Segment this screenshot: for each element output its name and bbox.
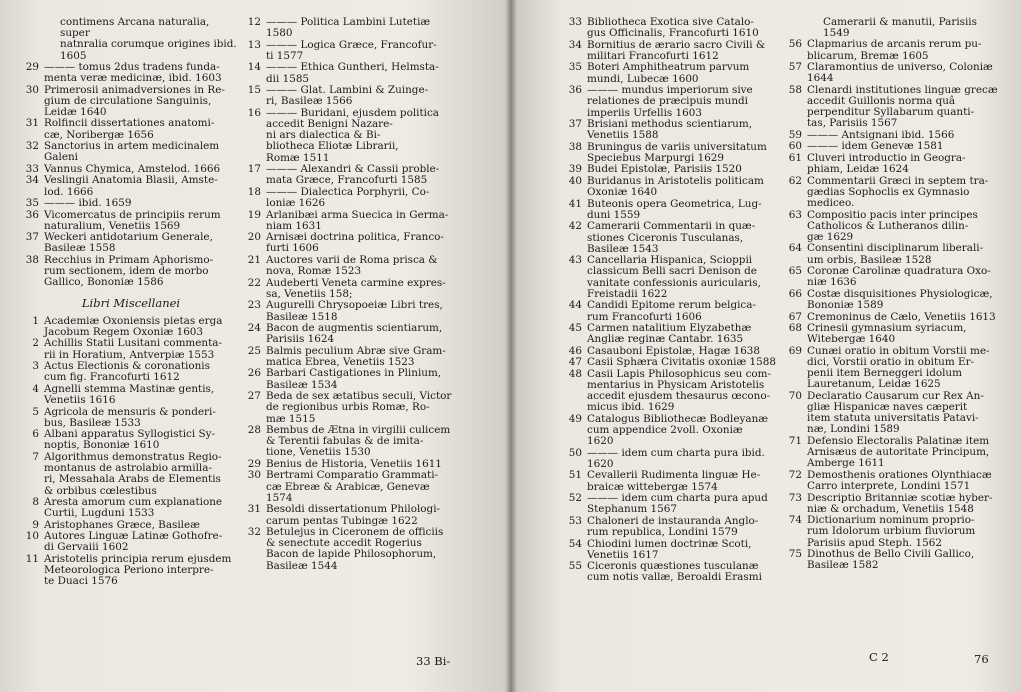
entry-text: Chaloneri de instauranda Anglo- rum republica, Londini 1579 — [587, 514, 759, 539]
entry-text: Benius de Historia, Venetiis 1611 — [266, 457, 442, 470]
catalog-entry — [785, 515, 1005, 549]
catalog-entry — [565, 470, 777, 492]
entry-text: Descriptio Britanniæ scotiæ hyber- niæ & orchadum, Venetiis 1548 — [807, 491, 993, 515]
page-number: 76 — [974, 652, 989, 666]
entry-text: Camerarii Commentarii in quæ- stiones Ciceronis Tusculanas, Basileæ 1543 — [587, 220, 756, 255]
entry-list — [565, 17, 777, 584]
entry-number: 75 — [788, 548, 802, 561]
entry-text: Buteonis opera Geometrica, Lug- duni 1559 — [587, 197, 762, 221]
catalog-entry — [244, 278, 466, 300]
entry-number: 1 — [32, 314, 39, 327]
entry-number: 14 — [247, 61, 261, 74]
catalog-entry — [565, 493, 777, 515]
entry-text: Betulejus in Ciceronem de officiis & senectute accedit Rogerius Bacon de lapide Philosophorum, Basileæ 1544 — [266, 526, 444, 572]
entry-text: ——— Politica Lambini Lutetiæ 1580 — [266, 16, 431, 40]
catalog-entry — [565, 539, 777, 561]
entry-list — [785, 39, 1005, 571]
entry-text: Aristophanes Græce, Basileæ — [44, 518, 200, 531]
entry-number: 64 — [788, 242, 802, 255]
entry-text: Casii Lapis Philosophicus seu com- mentarius in Physicam Aristotelis accedit ejusdem thesaurus œcono- micus ibid. 1629 — [587, 367, 772, 414]
catalog-entry — [22, 141, 240, 163]
catalog-entry — [22, 232, 240, 254]
entry-number: 18 — [247, 185, 261, 198]
entry-list — [22, 316, 240, 588]
entry-number: 9 — [32, 518, 39, 531]
catalog-entry — [785, 549, 1005, 571]
catalog-entry — [785, 436, 1005, 470]
entry-text: Compositio pacis inter principes Catholicos & Lutheranos dilin- gæ 1629 — [807, 208, 978, 243]
continuation-text: Camerarii & manutii, Parisiis 1549 — [823, 16, 977, 40]
entry-number: 10 — [25, 530, 39, 543]
catalog-entry — [244, 255, 466, 277]
entry-text: Cunæi oratio in obitum Vorstii me- dici, Vorstii oratio in obitum Er- penii item Berneggeri idolum Lauretanum, Leidæ 1625 — [807, 344, 990, 391]
entry-number: 48 — [568, 367, 582, 380]
entry-number: 3 — [32, 360, 39, 373]
catalog-entry — [565, 357, 777, 368]
right-column-1 — [565, 17, 777, 584]
entry-text: Clapmarius de arcanis rerum pu- blicarum, Bremæ 1605 — [807, 38, 982, 62]
entry-text: Vicomercatus de principiis rerum naturalium, Venetiis 1569 — [44, 208, 221, 232]
catalog-entry — [565, 414, 777, 448]
catalog-entry — [244, 40, 466, 62]
catalog-entry — [244, 85, 466, 107]
entry-number: 52 — [568, 492, 582, 505]
entry-text: ——— idem cum charta pura apud Stephanum 1567 — [587, 492, 768, 516]
catalog-entry — [22, 198, 240, 209]
entry-text: Bruningus de variis universitatum Speciebus Marpurgi 1629 — [587, 140, 767, 164]
entry-text: Claramontius de universo, Coloniæ 1644 — [807, 61, 993, 85]
entry-number: 30 — [247, 469, 261, 482]
entry-text: ——— Logica Græce, Francofur- ti 1577 — [266, 38, 437, 62]
catalog-entry — [22, 85, 240, 119]
entry-text: ——— Alexandri & Cassii proble- mata Græce, Francofurti 1585 — [266, 163, 440, 187]
catalog-entry — [785, 493, 1005, 515]
entry-number: 7 — [32, 450, 39, 463]
catalog-entry — [22, 255, 240, 289]
entry-text: Bacon de augmentis scientiarum, Parisiis 1624 — [266, 322, 443, 346]
catalog-entry — [565, 62, 777, 84]
entry-text: Carmen natalitium Elyzabethæ Angliæ reginæ Cantabr. 1635 — [587, 322, 752, 346]
entry-number: 74 — [788, 514, 802, 527]
catalog-entry — [565, 199, 777, 221]
entry-number: 56 — [788, 38, 802, 51]
catalog-entry — [565, 448, 777, 470]
entry-text: Cremoninus de Cælo, Venetiis 1613 — [807, 310, 996, 323]
catalog-entry — [22, 497, 240, 519]
entry-text: Cancellaria Hispanica, Scioppii classicum Belli sacri Denison de vanitate confessionis auricularis, Freistadii 1622 — [587, 254, 761, 300]
entry-text: Arnisæi doctrina politica, Franco- furti 1606 — [266, 231, 444, 255]
entry-number: 54 — [568, 537, 582, 550]
entry-number: 22 — [247, 276, 261, 289]
catalog-entry — [22, 384, 240, 406]
entry-number: 49 — [568, 412, 582, 425]
entry-number: 25 — [247, 344, 261, 357]
right-page — [511, 0, 1022, 692]
entry-text: ——— mundus imperiorum sive relationes de præcipuis mundi imperiis Urfellis 1603 — [587, 84, 753, 119]
entry-text: Recchius in Primam Aphorismo- rum sectionem, idem de morbo Gallico, Bononiæ 1586 — [44, 253, 214, 289]
catalog-entry — [785, 39, 1005, 61]
catalog-entry — [244, 210, 466, 232]
entry-number: 55 — [568, 560, 582, 573]
entry-number: 41 — [568, 197, 582, 210]
entry-number: 27 — [247, 390, 261, 403]
catalog-entry — [565, 40, 777, 62]
entry-number: 72 — [788, 468, 802, 481]
entry-number: 51 — [568, 469, 582, 482]
entry-text: ——— ibid. 1659 — [44, 197, 132, 210]
entry-number: 68 — [788, 322, 802, 335]
entry-number: 50 — [568, 446, 582, 459]
entry-text: Algorithmus demonstratus Regio- montanus de astrolabio armilla- ri, Messahala Arabs de Elementis & orbibus cœlestibus — [44, 450, 222, 497]
entry-text: Casauboni Epistolæ, Hagæ 1638 — [587, 344, 761, 357]
entry-text: Boteri Amphitheatrum parvum mundi, Lubecæ 1600 — [587, 61, 750, 85]
catalog-entry — [244, 504, 466, 526]
catalog-entry — [565, 516, 777, 538]
continuation-text: contimens Arcana naturalia, super natnralia corumque origines ibid. 1605 — [60, 16, 237, 62]
entry-number: 16 — [247, 106, 261, 119]
right-column-2 — [785, 17, 1005, 572]
entry-number: 43 — [568, 254, 582, 267]
section-title: Libri Miscellanei — [81, 295, 181, 310]
catalog-entry — [244, 17, 466, 39]
entry-text: Albani apparatus Syllogistici Sy- noptis, Bononiæ 1610 — [44, 428, 215, 452]
catalog-entry — [785, 289, 1005, 311]
entry-text: Bornitius de ærario sacro Civili & militari Francofurti 1612 — [587, 38, 766, 62]
entry-text: Vannus Chymica, Amstelod. 1666 — [44, 162, 221, 175]
entry-text: Dictionarium nominum proprio- rum Idolorum urbium fluviorum Parisiis apud Steph. 1562 — [807, 514, 976, 549]
entry-text: Weckeri antidotarium Generale, Basileæ 1558 — [44, 231, 213, 255]
entry-number: 31 — [247, 503, 261, 516]
entry-number: 73 — [788, 491, 802, 504]
entry-text: ——— tomus 2dus tradens funda- menta veræ medicinæ, ibid. 1603 — [44, 60, 222, 85]
entry-number: 6 — [32, 428, 39, 441]
entry-number: 71 — [788, 434, 802, 447]
entry-number: 62 — [788, 174, 802, 187]
catalog-entry — [785, 243, 1005, 265]
entry-text: Commentarii Græci in septem tra- gædias Sophoclis ex Gymnasio mediceo. — [807, 174, 989, 210]
entry-number: 40 — [568, 174, 582, 187]
catchword: 33 Bi- — [416, 654, 451, 668]
entry-number: 47 — [568, 356, 582, 369]
entry-text: Costæ disquisitiones Physiologicæ, Bononiæ 1589 — [807, 287, 993, 312]
catalog-entry — [565, 300, 777, 322]
entry-number: 58 — [788, 83, 802, 96]
entry-text: Veslingii Anatomia Blasii, Amste- lod. 1666 — [44, 174, 218, 198]
entry-number: 21 — [247, 253, 261, 266]
entry-number: 12 — [247, 16, 261, 28]
entry-text: Barbari Castigationes in Plinium, Basileæ 1534 — [266, 367, 442, 391]
entry-text: Rolfincii dissertationes anatomi- cæ, Noribergæ 1656 — [44, 117, 215, 141]
entry-text: Catalogus Bibliothecæ Bodleyanæ cum appendice 2voll. Oxoniæ 1620 — [587, 412, 769, 448]
catalog-entry — [785, 391, 1005, 436]
entry-text: Casii Sphæra Civitatis oxoniæ 1588 — [587, 356, 776, 369]
entry-text: ——— idem Genevæ 1581 — [807, 140, 944, 153]
entry-number: 17 — [247, 163, 261, 176]
entry-text: Demosthenis orationes Olynthiacæ Carro interprete, Londini 1571 — [807, 468, 992, 493]
catalog-entry — [244, 108, 466, 164]
catalog-entry — [22, 316, 240, 338]
left-column-1 — [22, 17, 240, 588]
left-column-2 — [244, 17, 466, 572]
entry-text: Autores Linguæ Latinæ Gothofre- di Gervaiii 1602 — [44, 530, 223, 554]
entry-text: Audeberti Veneta carmine expres- sa, Venetiis 158; — [266, 276, 446, 300]
entry-text: Agricola de mensuris & ponderi- bus, Basileæ 1533 — [44, 405, 216, 429]
entry-number: 35 — [568, 61, 582, 74]
entry-number: 32 — [25, 140, 39, 153]
entry-text: Budei Epistolæ, Parisiis 1520 — [587, 163, 742, 176]
entry-number: 69 — [788, 344, 802, 357]
entry-text: Academiæ Oxoniensis pietas erga Jacobum Regem Oxoniæ 1603 — [44, 314, 223, 338]
catalog-entry — [785, 266, 1005, 288]
entry-text: Auctores varii de Roma prisca & nova, Romæ 1523 — [266, 253, 438, 278]
entry-number: 65 — [788, 265, 802, 278]
entry-number: 2 — [32, 337, 39, 350]
catalog-entry — [244, 391, 466, 425]
entry-text: ——— idem cum charta pura ibid. 1620 — [587, 446, 765, 470]
catalog-entry — [785, 141, 1005, 152]
entry-text: Dinothus de Bello Civili Gallico, Basileæ 1582 — [807, 548, 975, 572]
entry-list — [244, 17, 466, 572]
catalog-entry — [244, 62, 466, 84]
entry-text: Augurelli Chrysopoeiæ Libri tres, Basileæ 1518 — [266, 299, 443, 323]
catalog-entry — [565, 369, 777, 414]
entry-number: 60 — [788, 140, 802, 153]
entry-text: Consentini disciplinarum liberali- um orbis, Basileæ 1528 — [807, 242, 984, 266]
catalog-entry — [565, 164, 777, 175]
catalog-entry — [565, 176, 777, 198]
catalog-entry — [22, 429, 240, 451]
entry-number: 4 — [32, 382, 39, 395]
entry-text: Aristotelis principia rerum ejusdem Meteorologica Periono interpre- te Duaci 1576 — [44, 552, 232, 588]
entry-text: Coronæ Carolinæ quadratura Oxo- niæ 1636 — [807, 265, 991, 289]
catalog-entry — [565, 561, 777, 583]
catalog-entry — [244, 425, 466, 459]
catalog-entry — [565, 221, 777, 255]
catalog-entry — [22, 118, 240, 140]
entry-number: 38 — [25, 253, 39, 266]
entry-text: Bibliotheca Exotica sive Catalo- gus Officinalis, Francofurti 1610 — [587, 16, 759, 40]
entry-list — [22, 62, 240, 289]
entry-text: Primerosii animadversiones in Re- gium de circulatione Sanguinis, Leidæ 1640 — [44, 83, 225, 118]
catalog-entry — [22, 407, 240, 429]
entry-text: Achillis Statii Lusitani commenta- rii in Horatium, Antverpiæ 1553 — [44, 337, 222, 361]
entry-text: ——— Ethica Guntheri, Helmsta- dii 1585 — [266, 61, 439, 85]
entry-text: Clenardi institutiones linguæ grecæ accedit Guillonis norma quâ perpenditur Syllabarum quanti- tas, Parisiis 1567 — [807, 83, 998, 130]
catalog-entry — [22, 554, 240, 588]
entry-number: 11 — [25, 552, 39, 565]
entry-text: Crinesii gymnasium syriacum, Witebergæ 1640 — [807, 322, 967, 346]
catalog-entry — [244, 232, 466, 254]
entry-number: 36 — [568, 84, 582, 97]
entry-number: 38 — [568, 140, 582, 153]
entry-number: 66 — [788, 287, 802, 300]
catalog-entry — [244, 346, 466, 368]
entry-number: 36 — [25, 208, 39, 221]
entry-text: Cluveri introductio in Geogra- phiam, Leidæ 1624 — [807, 151, 966, 176]
catalog-entry — [785, 470, 1005, 492]
catalog-entry — [22, 175, 240, 197]
entry-text: Cevallerii Rudimenta linguæ He- braicæ wittebergæ 1574 — [587, 469, 761, 493]
entry-text: Bembus de Ætna in virgilii culicem & Terentii fabulas & de imita- tione, Venetiis 1530 — [266, 424, 451, 459]
catalog-entry — [244, 187, 466, 209]
entry-number: 53 — [568, 514, 582, 527]
catalog-entry — [785, 346, 1005, 391]
entry-number: 61 — [788, 151, 802, 164]
entry-number: 37 — [568, 118, 582, 131]
catalog-entry — [244, 368, 466, 390]
entry-text: ——— Buridani, ejusdem politica accedit Benigni Nazare- ni ars dialectica & Bi- bliotheca Eliotæ Librarii, Romæ 1511 — [266, 106, 439, 164]
entry-number: 32 — [247, 526, 261, 539]
entry-number: 35 — [25, 197, 39, 210]
entry-number: 45 — [568, 322, 582, 335]
catalog-entry — [565, 85, 777, 119]
catalog-entry — [565, 119, 777, 141]
entry-number: 67 — [788, 310, 802, 323]
catalog-entry — [22, 62, 240, 84]
catalog-entry — [565, 323, 777, 345]
catalog-entry — [244, 470, 466, 504]
catalog-entry — [244, 164, 466, 186]
catalog-entry — [785, 153, 1005, 175]
catalog-entry — [22, 338, 240, 360]
entry-text: Chiodini lumen doctrinæ Scoti, Venetiis 1617 — [587, 537, 752, 561]
entry-number: 28 — [247, 424, 261, 437]
entry-text: Bertrami Comparatio Grammati- cæ Ebreæ & Arabicæ, Genevæ 1574 — [266, 469, 439, 504]
entry-number: 39 — [568, 163, 582, 176]
entry-number: 29 — [25, 60, 39, 73]
catalog-entry — [22, 361, 240, 383]
entry-text: ——— Dialectica Porphyrii, Co- loniæ 1626 — [266, 185, 430, 210]
entry-text: Aresta amorum cum explanatione Curtii, Lugduni 1533 — [44, 496, 223, 520]
catalog-entry — [565, 17, 777, 39]
entry-number: 5 — [32, 405, 39, 418]
entry-number: 57 — [788, 61, 802, 74]
catalog-entry — [785, 323, 1005, 345]
catalog-entry — [22, 531, 240, 553]
entry-text: Agnelli stemma Mastinæ gentis, Venetiis 1616 — [44, 382, 215, 407]
entry-text: Actus Electionis & coronationis cum fig. Francofurti 1612 — [44, 360, 210, 384]
entry-text: Brisiani methodus scientiarum, Venetiis 1588 — [587, 118, 753, 142]
entry-number: 31 — [25, 117, 39, 130]
catalog-entry — [785, 62, 1005, 84]
entry-text: Beda de sex ætatibus seculi, Victor de regionibus urbis Romæ, Ro- mæ 1515 — [266, 390, 452, 425]
entry-number: 24 — [247, 322, 261, 335]
catalog-entry — [785, 176, 1005, 210]
entry-number: 46 — [568, 344, 582, 357]
entry-number: 23 — [247, 299, 261, 312]
catalog-entry — [785, 210, 1005, 244]
entry-text: Candidi Epitome rerum belgica- rum Francofurti 1606 — [587, 299, 756, 323]
book-gutter — [505, 0, 517, 692]
entry-number: 34 — [568, 38, 582, 51]
entry-text: Besoldi dissertationum Philologi- carum pentas Tubingæ 1622 — [266, 503, 441, 527]
entry-number: 30 — [25, 83, 39, 96]
entry-text: Defensio Electoralis Palatinæ item Arnisæus de autoritate Principum, Amberge 1611 — [807, 434, 990, 470]
catalog-entry — [565, 255, 777, 300]
catalog-entry — [244, 527, 466, 572]
catalog-entry — [22, 210, 240, 232]
entry-text: Balmis peculium Abræ sive Gram- matica Ebrea, Venetiis 1523 — [266, 344, 446, 368]
entry-number: 13 — [247, 38, 261, 51]
entry-number: 29 — [247, 457, 261, 470]
entry-text: Buridanus in Aristotelis politicam Oxoniæ 1640 — [587, 174, 764, 199]
entry-number: 42 — [568, 220, 582, 233]
entry-number: 19 — [247, 208, 261, 221]
entry-number: 34 — [25, 174, 39, 187]
entry-number: 8 — [32, 496, 39, 509]
entry-number: 15 — [247, 84, 261, 97]
entry-text: ——— Glat. Lambini & Zuinge- ri, Basileæ 1566 — [266, 84, 429, 108]
signature-mark: C 2 — [869, 650, 889, 664]
entry-number: 33 — [568, 16, 582, 28]
entry-number: 37 — [25, 231, 39, 244]
catalog-entry — [244, 323, 466, 345]
catalog-entry — [785, 85, 1005, 130]
entry-number: 20 — [247, 231, 261, 244]
entry-number: 63 — [788, 208, 802, 221]
entry-number: 44 — [568, 299, 582, 312]
entry-number: 26 — [247, 367, 261, 380]
catalog-entry — [565, 142, 777, 164]
entry-text: ——— Antsignani ibid. 1566 — [807, 128, 955, 141]
entry-text: Declaratio Causarum cur Rex An- gliæ Hispanicæ naves cæperit item statuta universitatis Patavi- næ, Londini 1589 — [807, 389, 984, 436]
entry-number: 33 — [25, 162, 39, 175]
entry-number: 70 — [788, 389, 802, 402]
entry-number: 59 — [788, 128, 802, 141]
entry-text: Arlanibæi arma Suecica in Germa- niam 1631 — [266, 208, 449, 232]
catalog-entry — [22, 452, 240, 497]
catalog-entry — [244, 300, 466, 322]
entry-text: Sanctorius in artem medicinalem Galeni — [44, 140, 220, 164]
entry-text: Ciceronis quæstiones tusculanæ cum notis vallæ, Beroaldi Erasmi — [587, 560, 762, 584]
